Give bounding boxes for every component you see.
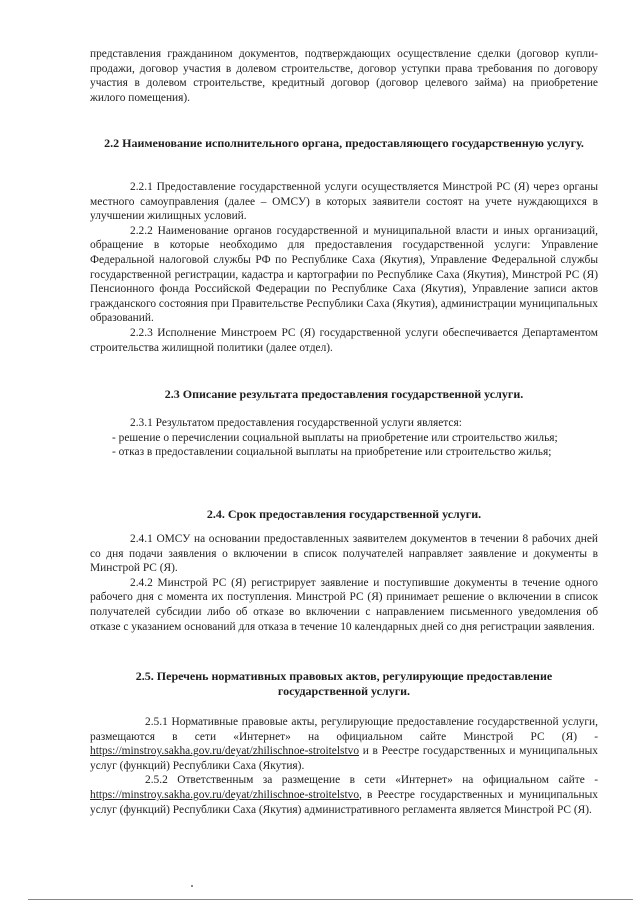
intro-paragraph: представления гражданином документов, подтверждающих осуществление сделки (договор купли-продажи, договор участия в долевом строительстве, договор уступки права требования по договору участия в долевом строительстве, кредитный договор (договор целевого займа) на приобретение жилого помещения). (90, 48, 598, 104)
ministry-website-link[interactable]: https://minstroy.sakha.gov.ru/deyat/zhilischnoe-stroitelstvo (90, 745, 360, 758)
paragraph-2-5-2: 2.5.2 Ответственным за размещение в сети «Интернет» на официальном сайте - https://minstroy.sakha.gov.ru/deyat/zhilischnoe-stroitelstvo, в Реестре государственных и муниципальных услуг (функций) Республики Саха (Якутия) административного регламента является Минстрой РС (Я). (90, 774, 598, 816)
paragraph-2-4-2: 2.4.2 Минстрой РС (Я) регистрирует заявление и поступившие документы в течение одного рабочего дня с момента их поступления. Минстрой РС (Я) принимает решение о включении в список получателей субсидии либо об отказе во включении с направлением письменного уведомления об отказе с указанием оснований для отказа в течение 10 календарных дней со дня регистрации заявления. (90, 576, 598, 633)
page-bottom-edge (28, 899, 633, 900)
section-2-4-body (90, 532, 598, 634)
section-2-3-heading: 2.3 Описание результата предоставления государственной услуги. (164, 387, 524, 401)
paragraph-2-4-1: 2.4.1 ОМСУ на основании предоставленных заявителем документов в течении 8 рабочих дней со дня подачи заявления о включении в список получателей направляет заявление и документы в Минстрой РС (Я). (90, 533, 598, 575)
paragraph-2-2-3: 2.2.3 Исполнение Минстроем РС (Я) государственной услуги обеспечивается Департаментом строительства жилищной политики (далее отдел). (90, 326, 598, 354)
result-item-approval: - решение о перечислении социальной выплаты на приобретение или строительство жилья; (112, 431, 558, 444)
section-2-2-body (90, 180, 598, 355)
paragraph-2-3-1: 2.3.1 Результатом предоставления государственной услуги является: (130, 417, 462, 429)
paragraph-2-2-1: 2.2.1 Предоставление государственной услуги осуществляется Минстрой РС (Я) через органы местного самоуправления (далее – ОМСУ) в которых заявители состоят на учете нуждающихся в улучшении жилищных условий. (90, 181, 598, 223)
result-item-refusal: - отказ в предоставлении социальной выплаты на приобретение или строительство жилья; (112, 446, 552, 459)
section-2-3-body (90, 416, 598, 460)
section-2-5-heading: 2.5. Перечень нормативных правовых актов, регулирующие предоставление государственной услуги. (135, 669, 553, 698)
paragraph-2-2-2: 2.2.2 Наименование органов государственной и муниципальной власти и иных организаций, обращение в которые необходимо для предоставления государственной услуги: Управление Федеральной налоговой службы РФ по Республике Саха (Якутия), Управление Федеральной службы государственной регистрации, кадастра и картографии по Республике Саха (Якутия), Минстрой РС (Я) Пенсионного фонда Российской Федерации по Республике Саха (Якутия), Управление записи актов гражданского состояния при Правительстве Республики Саха (Якутия), администрации муниципальных образований. (90, 224, 598, 325)
ministry-website-link-2[interactable]: https://minstroy.sakha.gov.ru/deyat/zhilischnoe-stroitelstvo (90, 788, 360, 801)
section-2-2-heading: 2.2 Наименование исполнительного органа, предоставляющего государственную услугу. (104, 136, 584, 150)
scan-speck (191, 885, 193, 887)
section-2-4-heading: 2.4. Срок предоставления государственной услуги. (206, 507, 482, 521)
section-2-5-body (90, 715, 598, 817)
paragraph-2-5-1: 2.5.1 Нормативные правовые акты, регулирующие предоставление государственной услуги, размещаются в сети «Интернет» на официальном сайте Минстрой РС (Я) - https://minstroy.sakha.gov.ru/deyat/zhilischnoe-stroitelstvo и в Реестре государственных и муниципальных услуг (функций) Республики Саха (Якутия). (90, 716, 598, 772)
